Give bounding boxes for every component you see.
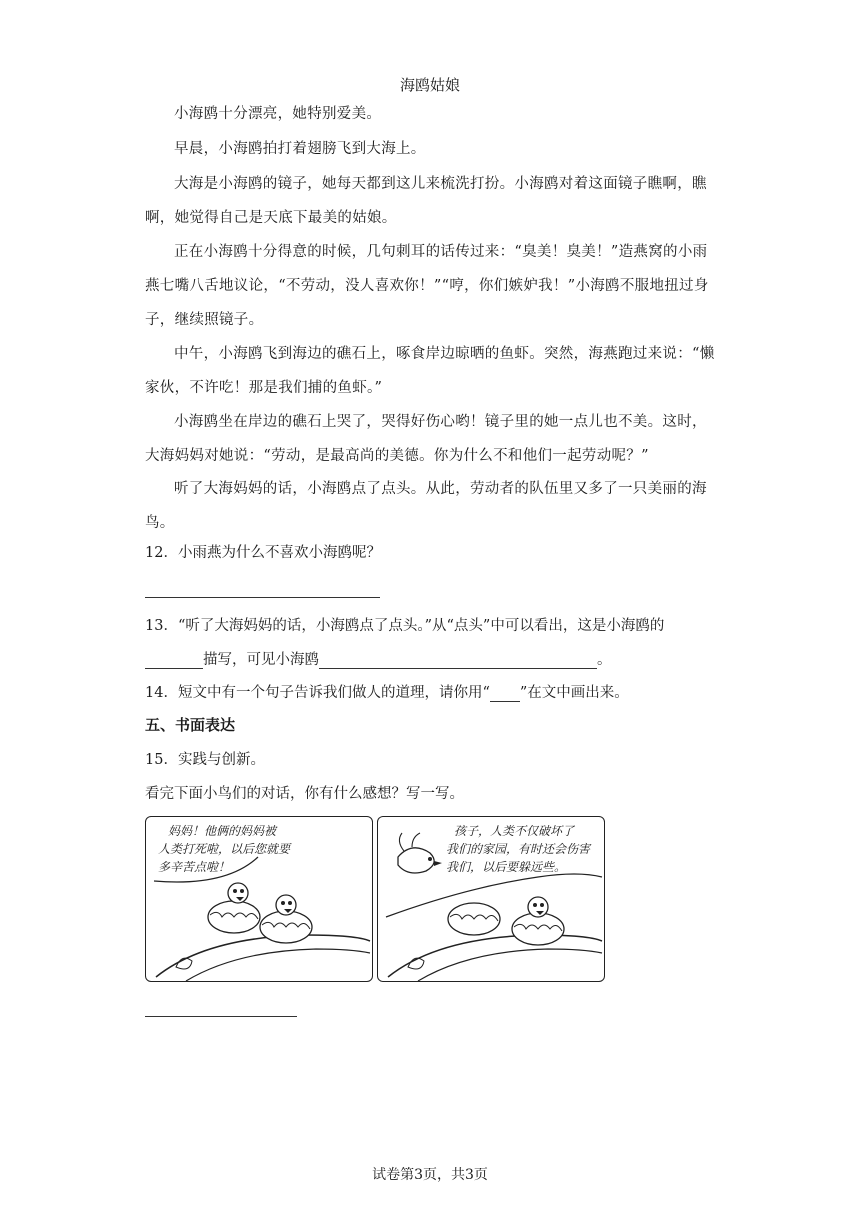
section-heading-5: 五、书面表达 [145, 716, 236, 734]
answer-line-12[interactable] [145, 597, 380, 598]
paragraph-4: 正在小海鸥十分得意的时候，几句刺耳的话传过来：“臭美！臭美！”造燕窝的小雨燕七嘴八舌地议论，“不劳动，没人喜欢你！”“哼，你们嫉妒我！”小海鸥不服地扭过身子，继续照镜子。 [145, 244, 709, 328]
question-13-end: 。 [597, 652, 612, 668]
question-13-line1: 13．“听了大海妈妈的话，小海鸥点了点头。”从“点头”中可以看出，这是小海鸥的 [145, 618, 665, 634]
paragraph-3: 大海是小海鸥的镜子，她每天都到这儿来梳洗打扮。小海鸥对着这面镜子瞧啊，瞧啊，她觉得自己是天底下最美的姑娘。 [145, 176, 707, 226]
comic-right-line-1: 孩子，人类不仅破坏了 [454, 824, 575, 838]
comic-panel-left [145, 816, 373, 982]
paragraph-2: 早晨，小海鸥拍打着翅膀飞到大海上。 [174, 141, 426, 157]
question-15: 15．实践与创新。 [145, 752, 265, 768]
question-14-part2: ”在文中画出来。 [519, 685, 629, 701]
passage-title: 海鸥姑娘 [399, 76, 460, 94]
paragraph-7: 听了大海妈妈的话，小海鸥点了点头。从此，劳动者的队伍里又多了一只美丽的海鸟。 [145, 481, 707, 531]
comic-left-illustration [146, 817, 372, 981]
question-13-line2 [145, 648, 745, 669]
question-13-mid: 描写，可见小海鸥 [203, 652, 319, 668]
question-15-prompt: 看完下面小鸟们的对话，你有什么感想？写一写。 [145, 786, 464, 802]
paragraph-6: 小海鸥坐在岸边的礁石上哭了，哭得好伤心哟！镜子里的她一点儿也不美。这时，大海妈妈对她说：“劳动，是最高尚的美德。你为什么不和他们一起劳动呢？” [145, 414, 707, 464]
comic-panel-right [377, 816, 605, 982]
paragraph-5: 中午，小海鸥飞到海边的礁石上，啄食岸边晾晒的鱼虾。突然，海燕跑过来说：“懒家伙，不许吃！那是我们捕的鱼虾。” [145, 346, 715, 396]
question-12: 12．小雨燕为什么不喜欢小海鸥呢？ [145, 545, 381, 561]
comic-right-line-3: 我们，以后要躲远些。 [446, 860, 567, 874]
question-14 [145, 681, 745, 702]
question-14-part1: 14．短文中有一个句子告诉我们做人的道理，请你用“ [145, 685, 490, 701]
underline-sample [490, 687, 520, 702]
comic-left-line-3: 多辛苦点啦！ [158, 860, 231, 874]
comic-left-line-1: 妈妈！他俩的妈妈被 [168, 824, 277, 838]
answer-line-15[interactable] [145, 1016, 297, 1017]
page-footer: 试卷第3页，共3页 [372, 1167, 488, 1183]
comic-right-line-2: 我们的家园，有时还会伤害 [446, 842, 591, 856]
paragraph-1: 小海鸥十分漂亮，她特别爱美。 [174, 106, 382, 122]
comic-right-illustration [378, 817, 604, 981]
blank-13a[interactable] [145, 652, 203, 669]
comic-left-line-2: 人类打死啦，以后您就要 [158, 842, 291, 856]
blank-13b[interactable] [319, 652, 597, 669]
